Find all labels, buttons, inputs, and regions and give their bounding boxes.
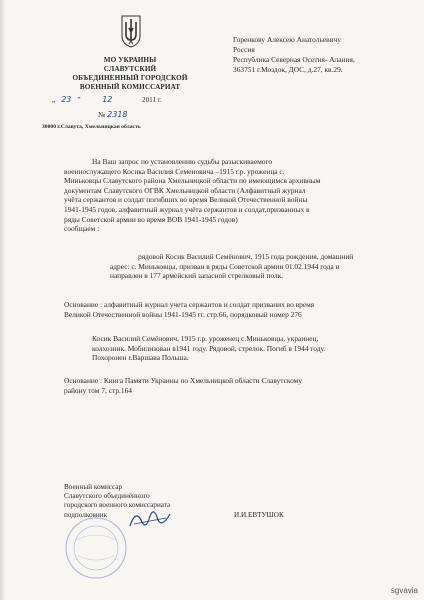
org-line: ВОЕННЫЙ КОМИССАРИАТ [79, 83, 181, 91]
report-paragraph [110, 252, 400, 281]
date-close-quote: ” [77, 96, 81, 104]
text-line: Основание : Книга Памяти Украины по Хмельницкой области Славутскому [64, 376, 303, 385]
document-date [52, 95, 162, 104]
coat-of-arms-icon [121, 14, 141, 48]
date-month: 12 [102, 95, 113, 104]
text-line: ряды Советской армии во время ВОВ 1941-1945 годов) [64, 214, 238, 224]
org-line: СЛАВУТСКИЙ [103, 65, 157, 73]
text-line: адрес: с. Миньковцы, призван в ряды Советской армии 01.02.1944 года и [110, 261, 340, 271]
text-line: Основание : алфавитный журнал учета сержантов и солдат призваних во время [64, 300, 315, 309]
text-line: Похоронен г.Варшава Польша. [92, 353, 189, 363]
number-prefix: № [98, 110, 106, 119]
text-line: району том 7, стр.164 [64, 385, 132, 395]
signatory-line: Военный комиссар [64, 483, 123, 491]
text-line: колхозник. Мобилизован в1941 году. Рядовой, стрелок. Погиб в 1944 году. [92, 343, 326, 353]
text-line: Великой Отечественной войны 1941-1945 гг. стр.66, порядковый номер 276 [64, 309, 302, 319]
basis-paragraph-2 [64, 376, 394, 395]
recipient-line: 363751 г.Моздок, ДОС, д.27, кв.29. [233, 65, 343, 74]
watermark-text: sgvavia [390, 586, 418, 595]
recipient-line: Республика Северная Осетия- Алания, [233, 55, 355, 64]
signatory-line: подполковник [64, 510, 108, 519]
recipient-line: Россия [233, 45, 255, 54]
text-line: 1941-1945 годов, алфавитный журнал учёта сержантов и солдат,призванных в [64, 204, 310, 214]
text-line: военнослужащего Косика Василия Семеновича –1915 г.р. уроженца с. [64, 166, 285, 176]
text-line: документам Славутского ОГВК Хмельницкой области (Алфавитный журнал [64, 185, 306, 195]
org-line: МО УКРАИНЫ [103, 56, 157, 64]
basis-paragraph-1 [64, 300, 394, 319]
text-line: На Ваш запрос по установлению судьбы разыскиваемого [92, 157, 273, 166]
org-line: ОБЪЕДИНЕННЫЙ ГОРОДСКОЙ [72, 74, 188, 82]
memory-paragraph [64, 334, 394, 363]
signatory-line: Славутского объединённого [64, 492, 150, 501]
org-address: 30000 г.Славута, Хмельницкая область [42, 124, 141, 130]
recipient-block [233, 35, 355, 75]
document-number [98, 110, 128, 119]
date-day: 23 [61, 95, 72, 104]
handwritten-signature-icon [126, 504, 176, 534]
signatory-name: И.И.ЕВТУШОК [234, 510, 284, 519]
text-line: Косик Василий Семёнович, 1915 г.р. уроженец с.Миньковцы, украинец, [92, 334, 319, 343]
text-line: учёта сержантов и солдат погибших во время Великой Отечественной войны [64, 195, 308, 205]
date-year: 2011 г. [141, 96, 162, 104]
recipient-line: Горенкову Алексею Анатольевичу [233, 35, 341, 44]
number-value: 2318 [107, 110, 128, 119]
organization-header [50, 56, 210, 92]
date-open-quote: „ [52, 96, 56, 104]
text-line: рядовой Косик Василий Семёнович, 1915 года рождения, домашний [138, 252, 354, 261]
intro-paragraph [64, 157, 394, 234]
text-line: направлен в 177 армейский запасной стрелковый полк. [110, 271, 284, 281]
text-line: Миньковцы Славутского района Хмельницкой области по имеющимся архивным [64, 176, 321, 186]
scan-edge-shadow [0, 0, 6, 600]
signatory-line: городского военного комиссариата [64, 501, 171, 510]
text-line: сообщаем : [64, 224, 100, 234]
